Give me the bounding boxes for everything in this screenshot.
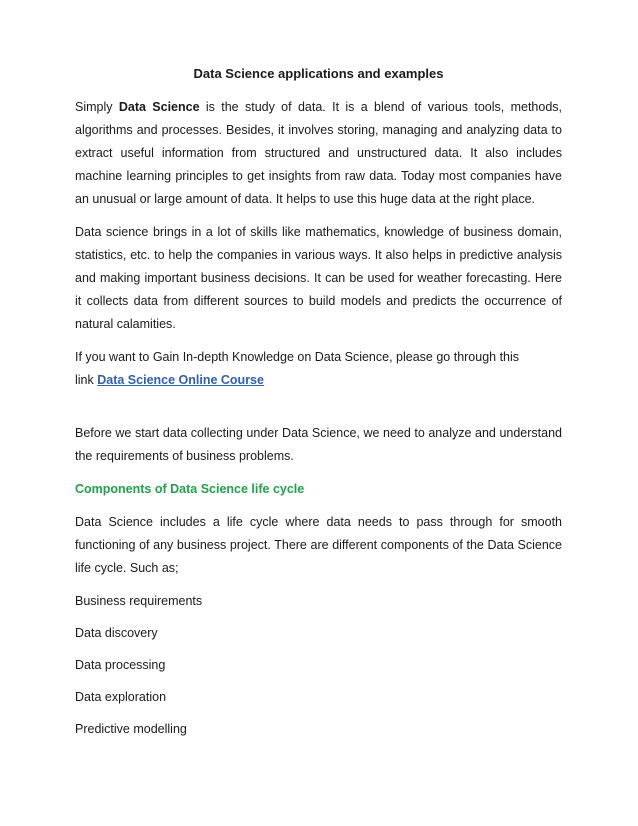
list-item: Data exploration bbox=[75, 690, 167, 704]
list-item: Predictive modelling bbox=[75, 722, 187, 736]
document-page bbox=[75, 64, 562, 750]
course-link[interactable]: Data Science Online Course bbox=[97, 373, 264, 387]
skills-paragraph: Data science brings in a lot of skills like mathematics, knowledge of business domain, statistics, etc. to help the companies in various ways. It also helps in predictive analysis and making important business decisions. It can be used for weather forecasting. Here it collects data from different sources to build models and predicts the occurrence of natural calamities. bbox=[75, 225, 562, 331]
requirements-paragraph: Before we start data collecting under Data Science, we need to analyze and understand the requirements of business problems. bbox=[75, 426, 562, 463]
intro-paragraph bbox=[75, 96, 562, 211]
course-paragraph bbox=[75, 346, 562, 392]
section-heading: Components of Data Science life cycle bbox=[75, 482, 305, 496]
list-item: Data discovery bbox=[75, 626, 158, 640]
document-title: Data Science applications and examples bbox=[193, 66, 444, 81]
list-item: Business requirements bbox=[75, 594, 203, 608]
list-item: Data processing bbox=[75, 658, 166, 672]
link-prefix: link bbox=[75, 373, 98, 387]
intro-bold-term: Data Science bbox=[118, 100, 200, 114]
intro-rest: is the study of data. It is a blend of various tools, methods, algorithms and processes. Besides, it involves storing, managing and analyzing data to extract useful information from structured and unstructured data. It also includes machine learning principles to get insights from raw data. Today most companies have an unusual or large amount of data. It helps to use this huge data at the right place. bbox=[75, 100, 562, 206]
course-line: If you want to Gain In-depth Knowledge on Data Science, please go through this bbox=[75, 350, 520, 364]
lifecycle-paragraph: Data Science includes a life cycle where data needs to pass through for smooth functioning of any business project. There are different components of the Data Science life cycle. Such as; bbox=[75, 515, 562, 575]
intro-lead: Simply bbox=[75, 100, 119, 114]
spacer bbox=[75, 402, 562, 422]
